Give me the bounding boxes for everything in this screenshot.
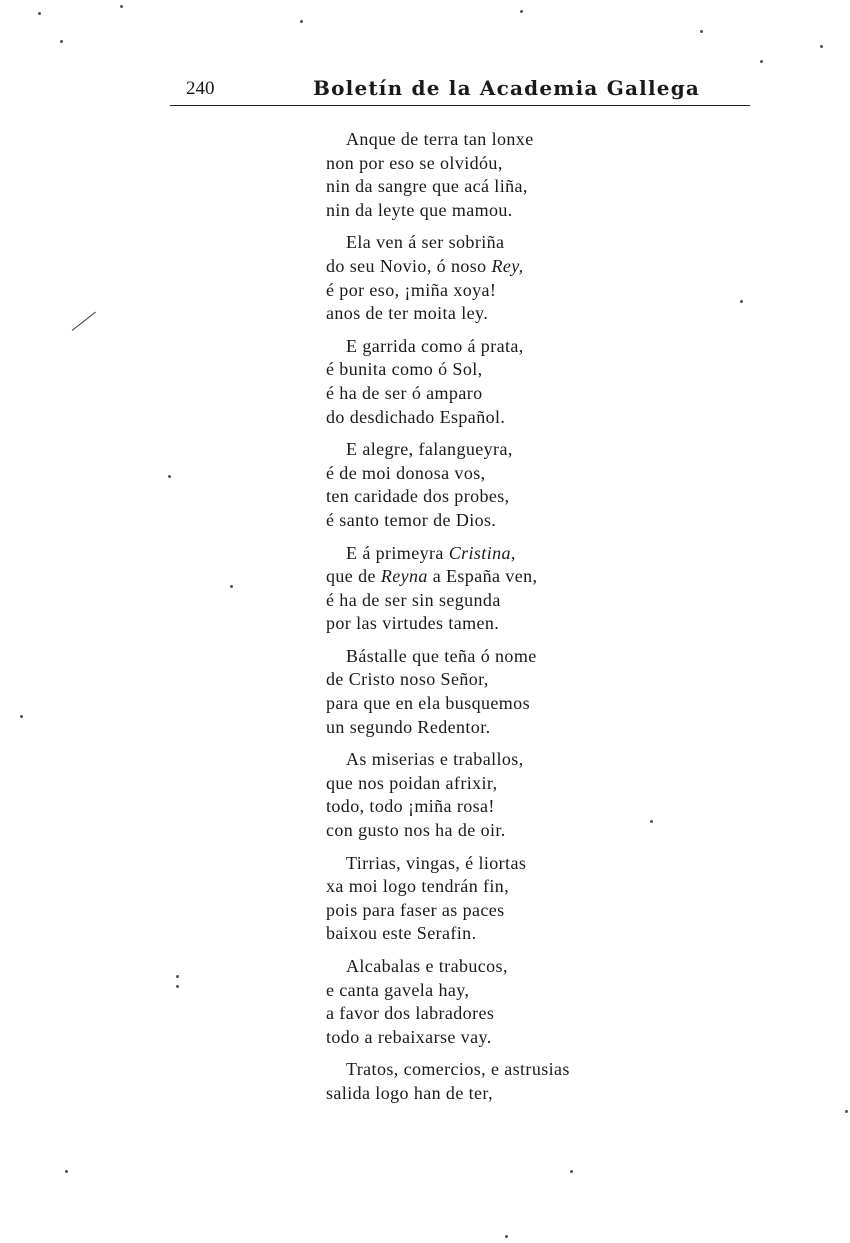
poem-line: un segundo Redentor. [326,716,491,737]
poem-line: por las virtudes tamen. [326,613,500,634]
poem-line: todo a rebaixarse vay. [326,1026,492,1047]
poem-line: é por eso, ¡miña xoya! [326,279,497,300]
poem-line: ten caridade dos probes, [326,486,510,507]
poem-line: E alegre, falangueyra, [346,439,513,460]
running-title: Boletín de la Academia Gallega [313,76,701,100]
poem-line: nin da leyte que mamou. [326,199,513,220]
stanza [326,852,656,946]
poem-line: e canta gavela hay, [326,979,470,1000]
stanza [326,335,656,429]
poem-line: Bástalle que teña ó nome [346,645,537,666]
poem-line: E á primeyra Cristina, [346,542,516,563]
scan-speck [570,1170,573,1173]
stanza [326,748,656,842]
poem-line: Anque de terra tan lonxe [346,129,534,149]
poem-line: Tirrias, vingas, é liortas [346,852,527,873]
poem-line: é santo temor de Dios. [326,509,497,530]
poem-line: anos de ter moita ley. [326,303,489,324]
poem-line: que de Reyna a España ven, [326,566,538,587]
stanza [326,1058,656,1105]
poem-line: é de moi donosa vos, [326,462,486,483]
poem-line: E garrida como á prata, [346,335,524,356]
scan-speck [38,12,41,15]
poem-line: nin da sangre que acá liña, [326,176,528,197]
poem-line: é ha de ser sin segunda [326,589,501,610]
poem-line: con gusto nos ha de oir. [326,820,506,841]
scan-speck [845,1110,848,1113]
scan-speck [168,475,171,478]
poem-line: xa moi logo tendrán fin, [326,876,510,897]
scan-speck [20,715,23,718]
stanza [326,645,656,739]
header-rule [170,105,750,106]
scan-speck [760,60,763,63]
stanza [326,542,656,636]
scan-speck [700,30,703,33]
poem-line: do desdichado Español. [326,406,506,427]
scan-speck [176,975,179,978]
scan-speck [505,1235,508,1238]
poem-body [326,128,656,1115]
scan-speck [176,985,179,988]
stanza [326,955,656,1049]
page-header [170,74,750,108]
poem-line: Tratos, comercios, e astrusias [346,1059,570,1080]
poem-line: é ha de ser ó amparo [326,382,483,403]
margin-mark [72,312,96,331]
scan-speck [740,300,743,303]
poem-line: do seu Novio, ó noso Rey, [326,255,524,276]
poem-line: todo, todo ¡miña rosa! [326,796,495,817]
scan-speck [820,45,823,48]
poem-line: que nos poidan afrixir, [326,772,498,793]
stanza [326,231,656,325]
page-number: 240 [186,78,215,99]
scan-speck [300,20,303,23]
scan-speck [65,1170,68,1173]
scan-speck [230,585,233,588]
poem-line: Alcabalas e trabucos, [346,956,508,976]
poem-line: non por eso se olvidóu, [326,152,503,173]
poem-line: é bunita como ó Sol, [326,359,483,380]
scan-speck [120,5,123,8]
stanza [326,128,656,222]
poem-line: a favor dos labradores [326,1003,495,1024]
poem-line: de Cristo noso Señor, [326,669,489,690]
poem-line: Ela ven á ser sobriña [346,232,505,253]
stanza [326,438,656,532]
scan-speck [650,820,653,823]
scan-speck [520,10,523,13]
scan-speck [60,40,63,43]
poem-line: para que en ela busquemos [326,693,530,714]
poem-line: baixou este Serafin. [326,923,477,944]
poem-line: As miserias e traballos, [346,749,524,770]
poem-line: pois para faser as paces [326,899,505,920]
poem-line: salida logo han de ter, [326,1082,493,1103]
